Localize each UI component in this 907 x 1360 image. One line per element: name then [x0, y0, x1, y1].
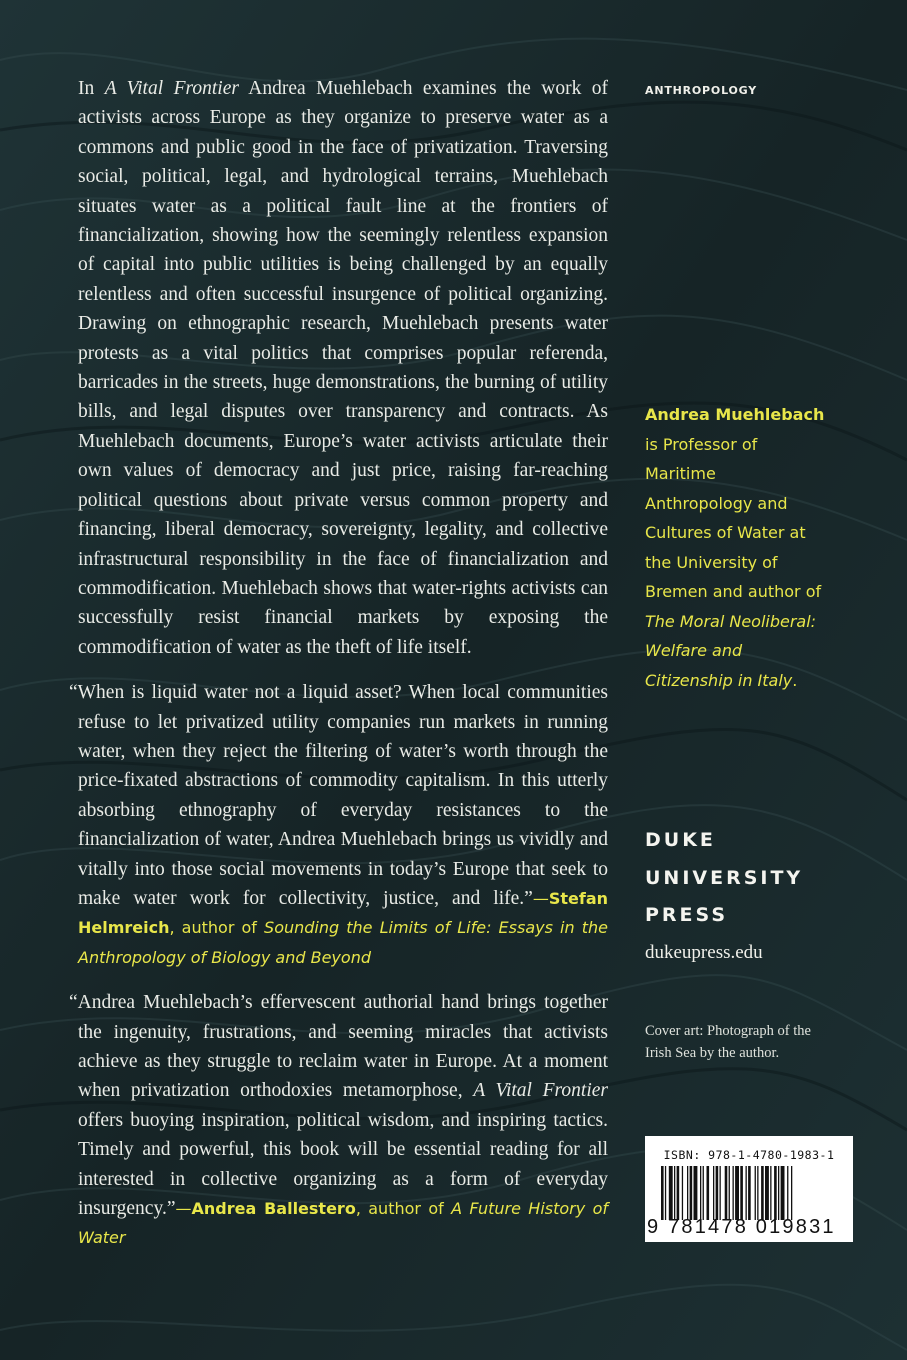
bio-author-name: Andrea Muehlebach	[645, 405, 825, 424]
blurb-author-work: A Future History of Water	[78, 1199, 608, 1248]
isbn-barcode	[645, 1136, 853, 1242]
category-label: ANTHROPOLOGY	[645, 84, 757, 97]
isbn-label: ISBN: 978-1-4780-1983-1	[663, 1148, 835, 1162]
cover-art-credit: Cover art: Photograph of the Irish Sea by the author.	[645, 1023, 811, 1061]
blurb-author-name: Andrea Ballestero	[191, 1199, 356, 1219]
blurb-quote: “Andrea Muehlebach’s effervescent authorial hand brings together the ingenuity, frustrations, and seeming miracles that activists achieve as they struggle to reclaim water in Europe. At a moment when privatization orthodoxies metamorphose,	[69, 992, 608, 1102]
blurb-ballestero: “Andrea Muehlebach’s effervescent authorial hand brings together the ingenuity, frustrations, and seeming miracles that activists achieve as they struggle to reclaim water in Europe. At a moment when privatization orthodoxies metamorphose, A Vital Frontier offers buoying inspiration, political wisdom, and inspiring tactics. Timely and powerful, this book will be essential reading for all interested in collective organizing as a form of everyday insurgency.”—Andrea Ballestero, author of A Future History of Water	[69, 992, 608, 1248]
barcode-digits: 9 781478 019831	[647, 1216, 836, 1238]
blurb-author-name: Stefan Helmreich	[78, 888, 608, 938]
blurb-helmreich: “When is liquid water not a liquid asset? When local communities refuse to let privatized utility companies run markets in running water, when they reject the filtering of water’s worth through the price-fixated abstractions of commodity capitalism. In this utterly absorbing ethnography of everyday resistances to the financialization of water, Andrea Muehlebach brings us vividly and vitally into those social movements in today’s Europe that seek to make water work for collectivity, justice, and life.”—Stefan Helmreich, author of Sounding the Limits of Life: Essays in the Anthropology of Biology and Beyond	[69, 682, 608, 967]
bio-book-title: The Moral Neoliberal: Welfare and Citizenship in Italy	[645, 611, 817, 690]
blurb-author-work: Sounding the Limits of Life: Essays in the Anthropology of Biology and Beyond	[78, 918, 608, 967]
barcode-bars	[661, 1166, 845, 1220]
blurb-quote: “When is liquid water not a liquid asset? When local communities refuse to let privatized utility companies run markets in running water, when they reject the filtering of water’s worth through the price-fixated abstractions of commodity capitalism. In this utterly absorbing ethnography of everyday resistances to the financialization of water, Andrea Muehlebach brings us vividly and vitally into those social movements in today’s Europe that seek to make water work for collectivity, justice, and life.”	[69, 682, 608, 909]
author-bio: Andrea Muehlebach is Professor of Maritime Anthropology and Cultures of Water at the University of Bremen and author of The Moral Neoliberal: Welfare and Citizenship in Italy.	[645, 405, 825, 690]
back-cover-text-column	[69, 74, 608, 1269]
publisher-website: dukeupress.edu	[645, 942, 763, 963]
book-title: A Vital Frontier	[104, 78, 239, 99]
book-description: In A Vital Frontier Andrea Muehlebach examines the work of activists across Europe as they organize to preserve water as a commons and public good in the face of privatization. Traversing social, political, legal, and hydrological terrains, Muehlebach situates water as a political fault line at the frontiers of financialization, showing how the seemingly relentless expansion of capital into public utilities is being challenged by an equally relentless and often successful insurgence of political organizing. Drawing on ethnographic research, Muehlebach presents water protests as a vital politics that comprises popular referenda, barricades in the streets, huge demonstrations, the burning of utility bills, and legal disputes over transparency and contracts. As Muehlebach documents, Europe’s water activists articulate their own values of democracy and just price, raising far-reaching political questions about private versus common property and financing, liberal democracy, sovereignty, legality, and collective infrastructural responsibility in the face of financialization and commodification. Muehlebach shows that water-rights activists can successfully resist financial markets by exposing the commodification of water as the theft of life itself.	[78, 78, 608, 658]
publisher-logo: DUKE UNIVERSITY PRESS	[645, 829, 804, 926]
